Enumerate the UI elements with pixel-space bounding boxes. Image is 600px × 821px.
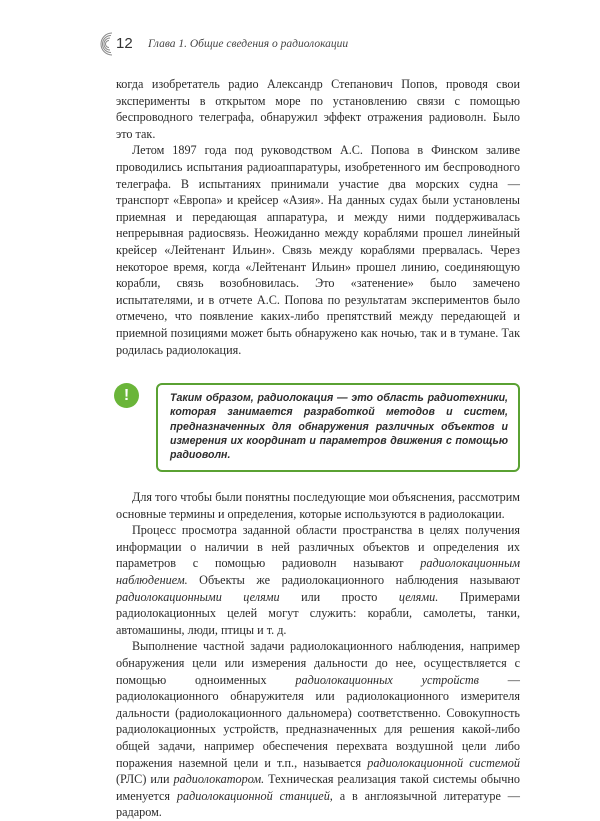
chapter-title: Глава 1. Общие сведения о радиолокации [148, 38, 349, 50]
paragraph-2: Летом 1897 года под руководством А.С. Попова в Финском заливе проводились испытания радиоаппаратуры, изобретенного им беспроводного телеграфа. В испытаниях принимали участие два морских судна — транспорт «Европа» и крейсер «Азия». На данных судах были установлены приемная и передающая аппаратура, и между ними поддерживалась непрерывная радиосвязь. Неожиданно между кораблями прошел линейный крейсер «Лейтенант Ильин». Связь между кораблями прервалась. Через некоторое время, когда «Лейтенант Ильин» прошел линию, соединяющую корабли, связь возобновилась. Это «затенение» было замечено испытателями, и в отчете А.С. Попова по результатам экспериментов было отмечено, что появление каких-либо препятствий между передающей и приемной позициями может быть обнаружено как ночью, так и в тумане. Так родилась радиолокация. [116, 143, 520, 357]
text-span: Примерами радиолокационных целей могут служить: корабли, самолеты, танки, автомашины, люди, птицы и т. д. [116, 589, 520, 637]
paragraph-1: когда изобретатель радио Александр Степанович Попов, проводя свои эксперименты в открытом море по установлению связи с помощью беспроводного телеграфа, обнаружил эффект отражения радиоволн. Было это так. [116, 77, 520, 141]
page-number: 12 [116, 35, 133, 52]
term-radar-devices: радиолокационных устройств [295, 672, 479, 687]
term-radar-observation: радиолокационным наблюдением. [116, 556, 520, 588]
text-span: Объекты же радиолокационного наблюдения называют [187, 573, 520, 588]
callout-text: Таким образом, радиолокация — это область радиотехники, которая занимается разработкой методов и систем, предназначенных для обнаружения различных объектов и измерения их координат и параметров движения с помощью радиоволн. [156, 383, 520, 472]
text-span: Техническая реализация такой системы обычно именуется [116, 772, 521, 803]
text-span: — радиолокационного обнаружителя или радиолокационного измерителя дальности (радиолокационного дальномера) соответственно. Совокупность радиолокационных устройств, предназначенных для решения какой-либо общей задачи, например обеспечения перехвата воздушной цели либо поражения наземной цели и т.п., называется [116, 672, 520, 770]
text-span: а в англоязычной литературе — радаром. [116, 788, 520, 820]
text-span: или просто [279, 589, 399, 604]
text-span: Выполнение частной задачи радиолокационного наблюдения, например обнаружения цели или измерения дальности до нее, осуществляется с помощью одноименных [116, 639, 520, 687]
term-radar-station: радиолокационной станцией, [176, 788, 333, 803]
term-targets: целями. [398, 589, 439, 604]
exclamation-icon: ! [114, 383, 139, 408]
text-span: (РЛС) или [116, 772, 174, 787]
term-radar-targets: радиолокационными целями [116, 589, 280, 604]
paragraph-5 [116, 638, 520, 821]
definition-callout [116, 383, 520, 472]
page-header [96, 30, 526, 58]
paragraph-3: Для того чтобы были понятны последующие мои объяснения, рассмотрим основные термины и определения, которые используются в радиолокации. [116, 490, 520, 521]
paragraph-4 [116, 522, 520, 638]
main-text [116, 76, 520, 821]
term-radiolocator: радиолокатором. [173, 772, 265, 787]
term-radar-system: радиолокационной системой [367, 755, 520, 770]
text-span: Процесс просмотра заданной области пространства в целях получения информации о наличии в ней различных объектов и определения их параметров с помощью радиоволн называют [116, 523, 520, 571]
